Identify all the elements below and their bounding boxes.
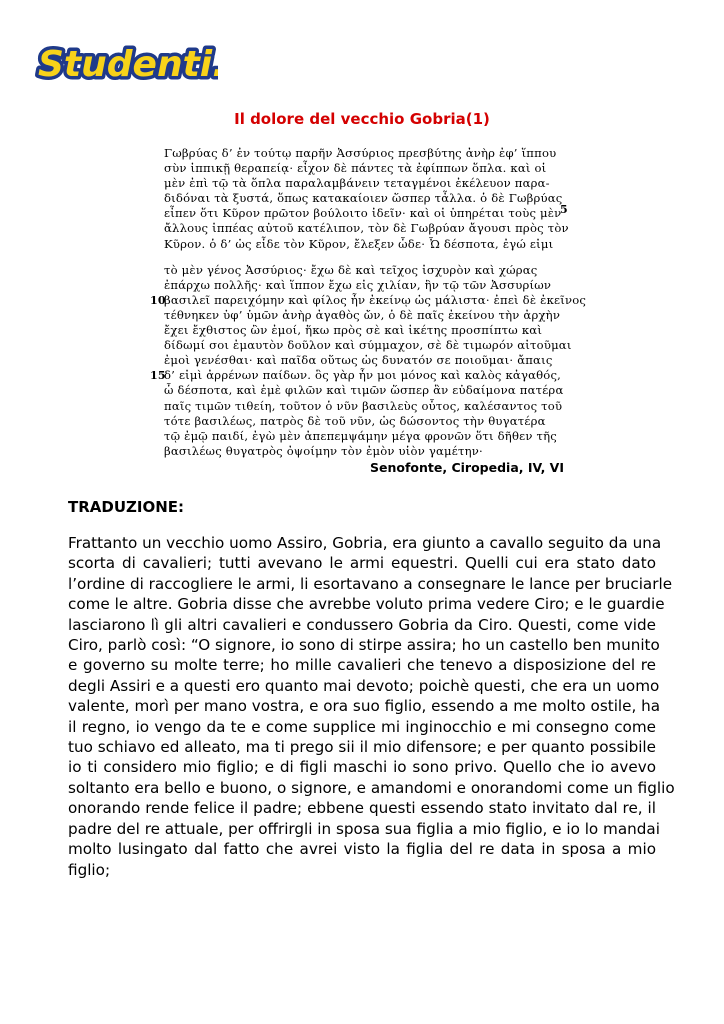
greek-lines [150,146,587,459]
logo-outline: Studenti [38,44,213,84]
source-citation: Senofonte, Ciropedia, IV, VI [370,459,564,475]
greek-line-text: δίδωμί σοι ἐμαυτὸν δοῦλον καὶ σύμμαχον, σὲ δὲ τιμωρόν αἰτοῦμαι [164,338,572,353]
line-number: 10 [150,293,166,307]
translation-line: tuo schiavo ed alleato, ma ti prego sii il mio difensore; e per quanto possibile [68,738,656,757]
greek-line [150,429,570,444]
translation-heading: TRADUZIONE: [68,498,185,516]
translation-paragraph [68,533,675,880]
greek-line-text: ἄλλους ἱππέας αὐτοῦ κατέλιπον, τὸν δὲ Γωβρύαν ἄγουσι πρὸς τὸν [164,221,569,236]
line-number: 15 [150,369,166,383]
studenti-logo-graphic [34,40,218,84]
greek-line [150,323,570,338]
greek-line [150,278,570,293]
greek-line-text: βασιλεῖ παρειχόμην καὶ φίλος ἦν ἐκείνῳ ὡς μάλιστα· ἐπεὶ δὲ ἐκεῖνος [164,292,587,307]
greek-line-text: βασιλέως θυγατρὸς ὀψοίμην τὸν ἐμὸν υἱὸν γαμέτην· [164,443,483,458]
greek-line [150,221,570,236]
document-title: Il dolore del vecchio Gobria(1) [234,110,490,128]
translation-line: figlio; [68,860,111,879]
translation-line: molto lusingato dal fatto che avrei visto la figlia del re data in sposa a mio [68,840,656,859]
greek-line-text: ἐπάρχω πολλῆς· καὶ ἵππον ἔχω εἰς χιλίαν, ἣν τῷ τῶν Ἀσσυρίων [164,277,552,292]
greek-line-text: σὺν ἱππικῇ θεραπείᾳ· εἶχον δὲ πάντες τὰ ἐφίππων ὅπλα. καὶ οἱ [164,161,547,176]
translation-line: come le altre. Gobria disse che avrebbe voluto prima vedere Ciro; e le guardie [68,595,665,614]
translation-line: Frattanto un vecchio uomo Assiro, Gobria, era giunto a cavallo seguito da una [68,534,662,552]
greek-line-text: τέθνηκεν ὑφ’ ὑμῶν ἀνὴρ ἀγαθὸς ὤν, ὁ δὲ παῖς ἐκείνου τὴν ἀρχὴν [164,307,561,322]
translation-line: scorta di cavalieri; tutti avevano le armi equestri. Quelli cui era stato dato [68,554,656,573]
greek-line [150,414,570,429]
translation-line: il regno, io vengo da te e come supplice mi inginocchio e mi consegno come [68,717,656,736]
greek-line [150,146,570,161]
greek-line-text: ὦ δέσποτα, καὶ ἐμὲ φιλῶν καὶ τιμῶν ὥσπερ ἂν εὐδαίμονα πατέρα [164,383,564,398]
greek-line-text: τότε βασιλέως, πατρὸς δὲ τοῦ νῦν, ὡς δώσοντος τὴν θυγατέρα [164,413,546,428]
greek-line-text: παῖς τιμῶν τιθείη, τοῦτον ὁ νῦν βασιλεὺς οὗτος, καλέσαντος τοῦ [164,398,563,413]
greek-line [150,383,570,398]
greek-line-text: τὸ μὲν γένος Ἀσσύριος· ἔχω δὲ καὶ τεῖχος ἰσχυρὸν καὶ χώρας [164,262,538,277]
translation-line: lasciarono lì gli altri cavalieri e condussero Gobria da Ciro. Questi, come vide [68,615,656,634]
greek-line-text: Γωβρύας δ’ ἐν τούτῳ παρῆν Ἀσσύριος πρεσβύτης ἀνὴρ ἐφ’ ἵππου [164,146,557,160]
greek-line [150,292,587,308]
greek-line [150,263,570,278]
greek-line [150,444,570,459]
translation-line: degli Assiri e a questi ero quanto mai devoto; poichè questi, che era un uomo [68,676,660,695]
greek-line [150,353,570,368]
greek-line [150,338,570,353]
greek-line-text: ἐμοὶ γενέσθαι· καὶ παῖδα οὕτως ὡς δυνατόν σε ποιοῦμαι· ἄπαις [164,353,553,368]
translation-line: e governo su molte terre; ho mille cavalieri che tenevo a disposizione del re [68,656,656,675]
greek-line-text: μὲν ἐπὶ τῷ τὰ ὅπλα παραλαμβάνειν τεταγμένοι ἐκέλευον παρα- [164,176,550,191]
greek-line-text: διδόναι τὰ ξυστά, ὅπως κατακαίοιεν ὥσπερ τἆλλα. ὁ δὲ Γωβρύας [164,191,563,206]
translation-line: io ti considero mio figlio; e di figli maschi io sono privo. Quello che io avevo [68,758,656,777]
greek-line [150,368,570,383]
greek-line [150,237,570,252]
translation-line: valente, morì per mano vostra, e ora suo figlio, essendo a me molto ostile, ha [68,697,661,716]
greek-line [150,308,570,323]
translation-line: padre del re attuale, per offrirgli in sposa sua figlia a mio figlio, e io lo mandai [68,819,660,838]
translation-line: Ciro, parlò così: “O signore, io sono di stirpe assira; ho un castello ben munito [68,636,660,655]
translation-line: l’ordine di raccogliere le armi, li esortavano a consegnare le lance per bruciarle [68,574,673,593]
translation-line: soltanto era bello e buono, o signore, e amandomi e onorandomi come un figlio [68,778,675,797]
translation-line: onorando rende felice il padre; ebbene questi essendo stato invitato dal re, il [68,799,656,818]
logo-text: Studenti [38,44,213,84]
greek-passage [150,146,587,476]
greek-line [150,191,570,206]
studenti-logo[interactable] [34,40,218,84]
greek-line-text: Κῦρον. ὁ δ’ ὡς εἶδε τὸν Κῦρον, ἔλεξεν ὧδε· Ὦ δέσποτα, ἐγώ εἰμι [164,236,554,251]
greek-line-text: εἶπεν ὅτι Κῦρον πρῶτον βούλοιτο ἰδεῖν· καὶ οἱ ὑπηρέται τοὺς μὲν [164,206,562,221]
greek-line [150,399,570,414]
greek-line-text: τῷ ἐμῷ παιδί, ἐγὼ μὲν ἀπεπεμψάμην μέγα φρονῶν ὅτι δῆθεν τῆς [164,428,557,443]
greek-line-text: ἔχει ἔχθιστος ὢν ἐμοί, ἥκω πρὸς σὲ καὶ ἱκέτης προσπίπτω καὶ [164,323,543,338]
greek-line [150,161,570,176]
line-number: 5 [560,203,568,217]
greek-line [150,203,570,221]
greek-line-text: δ’ εἰμὶ ἀρρένων παίδων. ὃς γὰρ ἦν μοι μόνος καὶ καλὸς κἀγαθός, [164,368,562,383]
greek-line [150,176,570,191]
